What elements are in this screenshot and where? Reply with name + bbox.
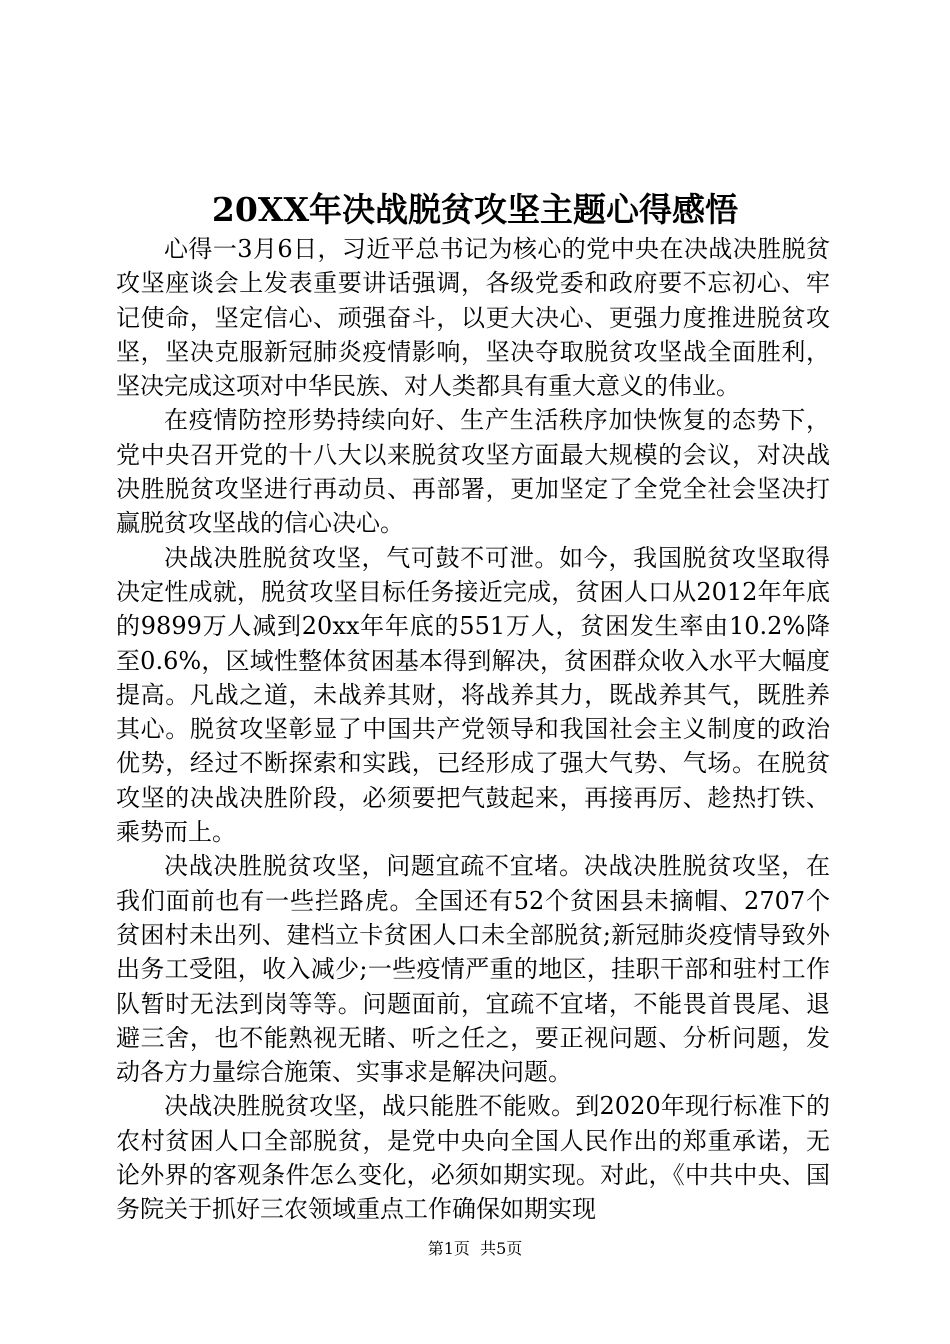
paragraph: 决战决胜脱贫攻坚，问题宜疏不宜堵。决战决胜脱贫攻坚，在我们面前也有一些拦路虎。全国还有52个贫困县未摘帽、2707个贫困村未出列、建档立卡贫困人口未全部脱贫;新冠肺炎疫情导致外出务工受阻，收入减少;一些疫情严重的地区，挂职干部和驻村工作队暂时无法到岗等等。问题面前，宜疏不宜堵，不能畏首畏尾、退避三舍，也不能熟视无睹、听之任之，要正视问题、分析问题，发动各方力量综合施策、实事求是解决问题。 [116,852,830,1087]
paragraph: 决战决胜脱贫攻坚，气可鼓不可泄。如今，我国脱贫攻坚取得决定性成就，脱贫攻坚目标任务接近完成，贫困人口从2012年年底的9899万人减到20xx年年底的551万人，贫困发生率由10.2%降至0.6%，区域性整体贫困基本得到解决，贫困群众收入水平大幅度提高。凡战之道，未战养其财，将战养其力，既战养其气，既胜养其心。脱贫攻坚彰显了中国共产党领导和我国社会主义制度的政治优势，经过不断探索和实践，已经形成了强大气势、气场。在脱贫攻坚的决战决胜阶段，必须要把气鼓起来，再接再厉、趁热打铁、乘势而上。 [116,543,830,847]
paragraph: 在疫情防控形势持续向好、生产生活秩序加快恢复的态势下，党中央召开党的十八大以来脱贫攻坚方面最大规模的会议，对决战决胜脱贫攻坚进行再动员、再部署，更加坚定了全党全社会坚决打赢脱贫攻坚战的信心决心。 [116,406,830,538]
document-title: 20XX年决战脱贫攻坚主题心得感悟 [211,190,739,229]
document-body [116,232,830,1227]
paragraph: 决战决胜脱贫攻坚，战只能胜不能败。到2020年现行标准下的农村贫困人口全部脱贫，是党中央向全国人民作出的郑重承诺，无论外界的客观条件怎么变化，必须如期实现。对此，《中共中央、国务院关于抓好三农领域重点工作确保如期实现 [116,1092,830,1224]
paragraph: 心得一3月6日，习近平总书记为核心的党中央在决战决胜脱贫攻坚座谈会上发表重要讲话强调，各级党委和政府要不忘初心、牢记使命，坚定信心、顽强奋斗，以更大决心、更强力度推进脱贫攻坚，坚决克服新冠肺炎疫情影响，坚决夺取脱贫攻坚战全面胜利，坚决完成这项对中华民族、对人类都具有重大意义的伟业。 [116,235,830,401]
page-footer [0,1238,950,1260]
page-number: 第1页 共5页 [427,1239,523,1258]
